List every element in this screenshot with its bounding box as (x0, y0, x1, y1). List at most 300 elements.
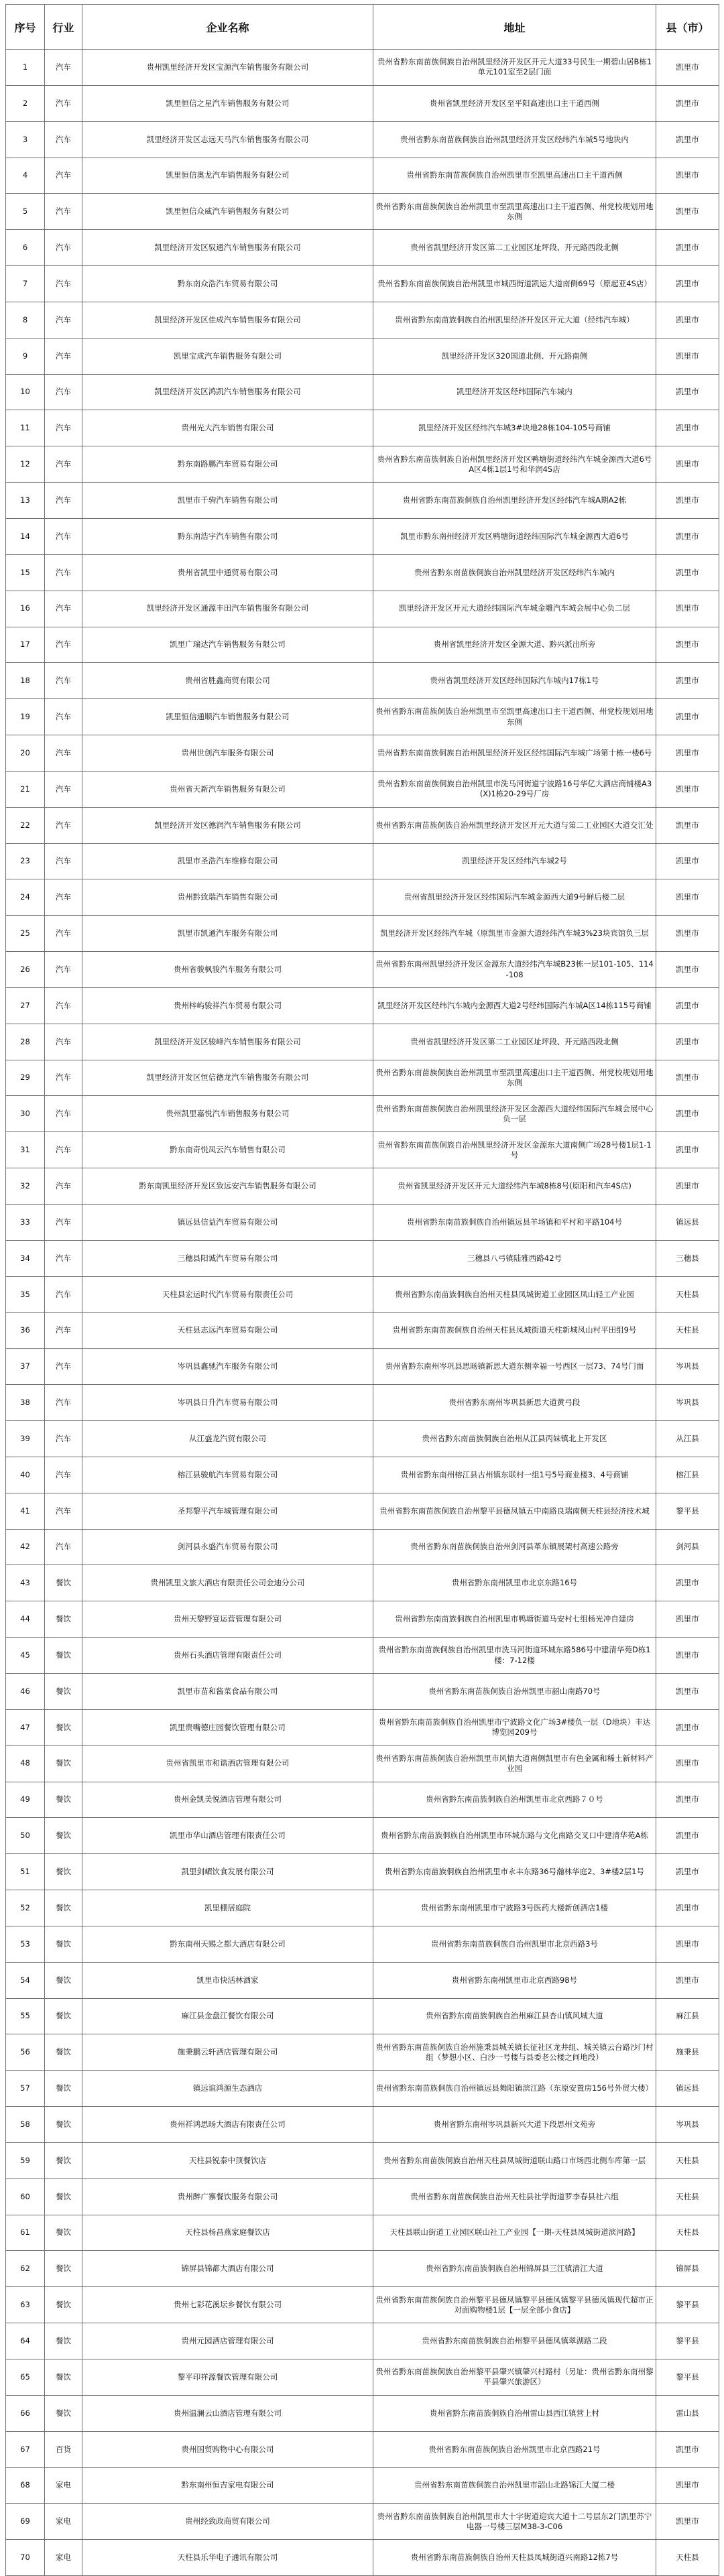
cell-county: 凯里市 (656, 843, 719, 879)
cell-address: 贵州省黔东南苗族侗族自治州天柱县凤城街道天柱新城凤山村平田组9号 (373, 1312, 656, 1349)
cell-index: 32 (6, 1168, 45, 1205)
cell-index: 50 (6, 1818, 45, 1854)
cell-index: 55 (6, 1998, 45, 2034)
cell-index: 70 (6, 2540, 45, 2576)
cell-address: 贵州省黔东南苗族侗族自治州剑河县革东镇展架村高速公路旁 (373, 1529, 656, 1565)
cell-company-name: 麻江县金盘江餐饮有限公司 (82, 1998, 373, 2034)
cell-address: 贵州省黔东南州榕江县古州镇东联村一组1号5号商业楼3、4号商铺 (373, 1457, 656, 1493)
cell-county: 黎平县 (656, 1493, 719, 1529)
cell-index: 13 (6, 483, 45, 519)
cell-address: 贵州省黔东南苗族侗族自治州凯里经济开发区经纬国际汽车城广场第十栋一楼6号 (373, 735, 656, 772)
cell-industry: 汽车 (45, 158, 82, 194)
cell-address: 贵州省黔东南苗族侗族自治州天柱县凤城街道兴南路12栋7号 (373, 2540, 656, 2576)
cell-company-name: 凯里贵嘴德庄园餐饮管理有限公司 (82, 1709, 373, 1745)
cell-address: 贵州省黔东南州岑巩县思旸镇新思大道东侧幸福一号西区一层73、74号门面 (373, 1349, 656, 1385)
cell-index: 64 (6, 2323, 45, 2359)
cell-industry: 汽车 (45, 1060, 82, 1096)
table-row (6, 1998, 719, 2034)
cell-county: 岑巩县 (656, 1385, 719, 1421)
table-row (6, 1638, 719, 1674)
table-row (6, 807, 719, 843)
cell-address: 贵州省黔东南苗族侗族自治州施秉县城关镇长征社区龙井组、城关镇云台路沙门村组（梦想小区、白沙一号楼与县委老公楼之间地段） (373, 2034, 656, 2071)
cell-industry: 餐饮 (45, 2071, 82, 2107)
cell-address: 贵州省凯里经济开发区经纬国际汽车城内17栋1号 (373, 663, 656, 699)
cell-address: 凯里经济开发区经纬汽车城3#块地28栋104-105号商铺 (373, 410, 656, 446)
cell-address: 贵州省黔东南苗族侗族自治州凯里市洗马河街道宁波路16号华亿大酒店商铺楼A3(X)1栋20-29号厂房 (373, 771, 656, 807)
cell-company-name: 凯里市快活林酒家 (82, 1962, 373, 1998)
cell-county: 凯里市 (656, 1132, 719, 1168)
cell-company-name: 黔东南凯里经济开发区致远安汽车销售服务有限公司 (82, 1168, 373, 1205)
cell-address: 贵州省黔东南苗族侗族自治州凯里经济开发区开元大道33号民生一期碧山居B栋1单元101室至2层门面 (373, 50, 656, 86)
cell-industry: 餐饮 (45, 1673, 82, 1709)
cell-index: 46 (6, 1673, 45, 1709)
cell-index: 10 (6, 374, 45, 410)
table-row (6, 1529, 719, 1565)
cell-index: 11 (6, 410, 45, 446)
cell-industry: 汽车 (45, 1312, 82, 1349)
cell-industry: 汽车 (45, 771, 82, 807)
cell-address: 贵州省黔东南苗族侗族自治州凯里市环城东路与文化南路交叉口中建清华苑A栋 (373, 1818, 656, 1854)
table-row (6, 194, 719, 230)
cell-company-name: 贵州世创汽车服务有限公司 (82, 735, 373, 772)
cell-county: 凯里市 (656, 591, 719, 627)
cell-county: 凯里市 (656, 338, 719, 374)
cell-address: 贵州省黔东南苗族侗族自治州凯里市北京西路７０号 (373, 1782, 656, 1818)
cell-company-name: 天柱县杨昌燕家庭餐饮店 (82, 2215, 373, 2251)
cell-address: 贵州省凯里经济开发区第二工业园区址坪段、开元路西段北侧 (373, 230, 656, 266)
cell-index: 54 (6, 1962, 45, 1998)
cell-county: 从江县 (656, 1421, 719, 1457)
cell-county: 榕江县 (656, 1457, 719, 1493)
cell-company-name: 凯里经济开发区通源丰田汽车销售服务有限公司 (82, 591, 373, 627)
cell-county: 凯里市 (656, 1024, 719, 1060)
table-row (6, 1205, 719, 1241)
cell-company-name: 凯里恒信奥龙汽车销售服务有限公司 (82, 158, 373, 194)
cell-address: 贵州省黔东南苗族侗族自治州凯里市永丰东路36号瀚林华庭2、3#楼2层1号 (373, 1854, 656, 1890)
cell-county: 施秉县 (656, 2034, 719, 2071)
table-row (6, 2215, 719, 2251)
cell-company-name: 凯里市苗和酱菜食品有限公司 (82, 1673, 373, 1709)
cell-index: 7 (6, 266, 45, 302)
cell-index: 45 (6, 1638, 45, 1674)
table-row (6, 85, 719, 121)
cell-county: 凯里市 (656, 807, 719, 843)
table-row (6, 1457, 719, 1493)
table-body (6, 50, 719, 2576)
cell-index: 24 (6, 879, 45, 916)
table-row (6, 2540, 719, 2576)
cell-industry: 汽车 (45, 554, 82, 591)
cell-company-name: 岑巩县鑫驰汽车服务有限公司 (82, 1349, 373, 1385)
cell-county: 雷山县 (656, 2395, 719, 2431)
cell-county: 凯里市 (656, 1709, 719, 1745)
cell-county: 凯里市 (656, 699, 719, 735)
cell-county: 天柱县 (656, 2215, 719, 2251)
table-row (6, 518, 719, 554)
cell-address: 凯里经济开发区经纬国际汽车城内 (373, 374, 656, 410)
cell-county: 凯里市 (656, 879, 719, 916)
table-row (6, 1276, 719, 1312)
cell-address: 贵州省黔东南苗族侗族自治州从江县丙妹镇北上开发区 (373, 1421, 656, 1457)
cell-company-name: 天柱县乐华电子通讯有限公司 (82, 2540, 373, 2576)
cell-company-name: 锦屏县锦都大酒店有限公司 (82, 2251, 373, 2287)
cell-industry: 汽车 (45, 1385, 82, 1421)
cell-address: 天柱县联山街道工业园区联山社工产业园【一期-天柱县凤城街道滨河路】 (373, 2215, 656, 2251)
cell-industry: 汽车 (45, 1240, 82, 1276)
cell-address: 贵州省黔东南苗族侗族自治州凯里经济开发区经纬汽车城5号地块内 (373, 121, 656, 158)
cell-address: 贵州省黔东南苗族侗族自治州凯里经济开发区经纬汽车城A期A2栋 (373, 483, 656, 519)
cell-industry: 汽车 (45, 1168, 82, 1205)
cell-index: 63 (6, 2287, 45, 2323)
cell-company-name: 黔东南路鹏汽车贸易有限公司 (82, 446, 373, 483)
enterprise-table (5, 4, 719, 2576)
cell-industry: 餐饮 (45, 1745, 82, 1782)
cell-index: 20 (6, 735, 45, 772)
cell-industry: 汽车 (45, 483, 82, 519)
table-row (6, 1421, 719, 1457)
cell-index: 4 (6, 158, 45, 194)
header-company-name: 企业名称 (82, 5, 373, 50)
cell-address: 贵州省黔东南苗族侗族自治州凯里市鸭塘街道马安村七组杨光冲自建房 (373, 1601, 656, 1638)
cell-county: 凯里市 (656, 1926, 719, 1962)
cell-address: 凯里经济开发区经纬汽车城（原凯里市金源大道经纬汽车城3%23块宾馆负三层 (373, 916, 656, 952)
cell-company-name: 凯里恒信通顺汽车销售服务有限公司 (82, 699, 373, 735)
cell-index: 22 (6, 807, 45, 843)
cell-address: 凯里市黔东南州经济开发区鸭塘街道经纬国际汽车城金源西大道6号 (373, 518, 656, 554)
cell-county: 凯里市 (656, 987, 719, 1024)
table-row (6, 591, 719, 627)
cell-index: 51 (6, 1854, 45, 1890)
cell-address: 贵州省凯里经济开发区至平阳高速出口主干道西侧 (373, 85, 656, 121)
cell-address: 贵州省黔东南苗族侗族自治州黎平县德凤镇五中南路良瑞南侧天柱县经济技术城 (373, 1493, 656, 1529)
table-row (6, 2034, 719, 2071)
table-row (6, 1709, 719, 1745)
cell-address: 贵州省黔东南苗族侗族自治州天柱县凤城街道工业园区凤山轻工产业园 (373, 1276, 656, 1312)
cell-index: 16 (6, 591, 45, 627)
table-row (6, 952, 719, 988)
cell-county: 镇远县 (656, 1205, 719, 1241)
cell-industry: 餐饮 (45, 2179, 82, 2215)
cell-county: 麻江县 (656, 1998, 719, 2034)
cell-county: 天柱县 (656, 2142, 719, 2179)
cell-county: 凯里市 (656, 663, 719, 699)
cell-company-name: 贵州醉广寨餐饮服务有限公司 (82, 2179, 373, 2215)
cell-industry: 汽车 (45, 1096, 82, 1132)
cell-company-name: 贵州国贸购物中心有限公司 (82, 2431, 373, 2467)
cell-index: 33 (6, 1205, 45, 1241)
cell-industry: 汽车 (45, 121, 82, 158)
table-row (6, 1385, 719, 1421)
cell-industry: 餐饮 (45, 2395, 82, 2431)
cell-county: 凯里市 (656, 1962, 719, 1998)
table-row (6, 2395, 719, 2431)
cell-index: 60 (6, 2179, 45, 2215)
cell-address: 贵州省黔东南苗族侗族自治州凯里市至凯里高速出口主干道西侧、州党校规划用地东侧 (373, 1060, 656, 1096)
cell-address: 贵州省黔东南州岑巩县新兴大道下段思州文苑旁 (373, 2107, 656, 2143)
cell-company-name: 镇远谊鸿源生态酒店 (82, 2071, 373, 2107)
table-row (6, 1818, 719, 1854)
table-row (6, 230, 719, 266)
cell-index: 58 (6, 2107, 45, 2143)
table-row (6, 2071, 719, 2107)
cell-county: 凯里市 (656, 266, 719, 302)
cell-index: 2 (6, 85, 45, 121)
cell-industry: 餐饮 (45, 1962, 82, 1998)
cell-address: 贵州省黔东南苗族侗族自治州凯里经济开发区金源西大道经纬国际汽车城会展中心负一层 (373, 1096, 656, 1132)
cell-county: 凯里市 (656, 1782, 719, 1818)
header-index: 序号 (6, 5, 45, 50)
cell-industry: 餐饮 (45, 1709, 82, 1745)
cell-county: 凯里市 (656, 121, 719, 158)
cell-company-name: 贵州元园酒店管理有限公司 (82, 2323, 373, 2359)
cell-industry: 汽车 (45, 446, 82, 483)
cell-industry: 家电 (45, 2467, 82, 2504)
table-row (6, 1962, 719, 1998)
cell-county: 凯里市 (656, 1638, 719, 1674)
cell-index: 35 (6, 1276, 45, 1312)
cell-address: 贵州省黔东南苗族侗族自治州天柱县社学街道罗李春县社六组 (373, 2179, 656, 2215)
cell-company-name: 贵州经致政商贸有限公司 (82, 2504, 373, 2540)
cell-index: 31 (6, 1132, 45, 1168)
cell-county: 凯里市 (656, 158, 719, 194)
cell-company-name: 凯里广瑞达汽车销售服务有限公司 (82, 627, 373, 663)
table-row (6, 1601, 719, 1638)
cell-industry: 汽车 (45, 338, 82, 374)
cell-company-name: 凯里经济开发区鸿凯汽车销售服务有限公司 (82, 374, 373, 410)
cell-industry: 餐饮 (45, 1890, 82, 1926)
cell-company-name: 凯里经济开发区德润汽车销售服务有限公司 (82, 807, 373, 843)
cell-industry: 汽车 (45, 952, 82, 988)
cell-company-name: 三穗县阳诚汽车贸易有限公司 (82, 1240, 373, 1276)
cell-county: 凯里市 (656, 735, 719, 772)
cell-company-name: 贵州凯里嘉悦汽车销售服务有限公司 (82, 1096, 373, 1132)
cell-industry: 汽车 (45, 374, 82, 410)
table-row (6, 771, 719, 807)
cell-index: 23 (6, 843, 45, 879)
cell-index: 61 (6, 2215, 45, 2251)
cell-company-name: 圣邦黎平汽车城管理有限公司 (82, 1493, 373, 1529)
cell-industry: 汽车 (45, 518, 82, 554)
cell-county: 凯里市 (656, 1096, 719, 1132)
cell-county: 凯里市 (656, 1818, 719, 1854)
cell-address: 贵州省黔东南州凯里市北京西路98号 (373, 1962, 656, 1998)
table-row (6, 2287, 719, 2323)
cell-index: 69 (6, 2504, 45, 2540)
cell-county: 黎平县 (656, 2287, 719, 2323)
cell-index: 40 (6, 1457, 45, 1493)
cell-address: 贵州省黔东南苗族侗族自治州凯里市韶山北路锦江大厦二楼 (373, 2467, 656, 2504)
cell-address: 凯里经济开发区经纬汽车城2号 (373, 843, 656, 879)
cell-company-name: 岑巩县日升汽车贸易有限公司 (82, 1385, 373, 1421)
cell-industry: 餐饮 (45, 2323, 82, 2359)
cell-county: 凯里市 (656, 771, 719, 807)
cell-address: 贵州省黔东南州凯里市宁波路3号医药大楼新创酒店1楼 (373, 1890, 656, 1926)
cell-county: 凯里市 (656, 952, 719, 988)
cell-company-name: 贵州石头酒店管理有限责任公司 (82, 1638, 373, 1674)
cell-company-name: 贵州天黎野宴运营管理有限公司 (82, 1601, 373, 1638)
table-row (6, 338, 719, 374)
cell-company-name: 凯里恒信之星汽车销售服务有限公司 (82, 85, 373, 121)
cell-index: 17 (6, 627, 45, 663)
cell-index: 62 (6, 2251, 45, 2287)
cell-address: 贵州省黔东南苗族侗族自治州凯里经济开发区开元大道（经纬汽车城） (373, 302, 656, 338)
table-row (6, 1240, 719, 1276)
table-row (6, 987, 719, 1024)
table-row (6, 1168, 719, 1205)
table-row (6, 2142, 719, 2179)
cell-industry: 家电 (45, 2540, 82, 2576)
cell-address: 贵州省黔东南苗族侗族自治州黎平县肇兴镇肇兴村路村（另址：贵州省黔东南州黎平县肇兴旅游区） (373, 2359, 656, 2396)
cell-company-name: 贵州省凯里中通贸易有限公司 (82, 554, 373, 591)
table-row (6, 1349, 719, 1385)
table-row (6, 302, 719, 338)
cell-county: 凯里市 (656, 554, 719, 591)
cell-address: 贵州省黔东南苗族侗族自治州凯里市至凯里高速出口主干道西侧、州党校规划用地东侧 (373, 194, 656, 230)
cell-industry: 餐饮 (45, 1926, 82, 1962)
cell-company-name: 天柱县锐泰中顶餐饮店 (82, 2142, 373, 2179)
cell-company-name: 黔东南众浩汽车贸易有限公司 (82, 266, 373, 302)
cell-index: 3 (6, 121, 45, 158)
cell-industry: 汽车 (45, 916, 82, 952)
cell-county: 岑巩县 (656, 1349, 719, 1385)
table-row (6, 1096, 719, 1132)
cell-address: 贵州省黔东南苗族侗族自治州天柱县凤城街道联山路口市场西北侧车库第一层 (373, 2142, 656, 2179)
cell-address: 贵州省凯里经济开发区第二工业园区址坪段、开元路西段北侧 (373, 1024, 656, 1060)
cell-county: 岑巩县 (656, 2107, 719, 2143)
cell-county: 凯里市 (656, 2467, 719, 2504)
table-row (6, 1926, 719, 1962)
cell-county: 凯里市 (656, 1601, 719, 1638)
cell-address: 贵州省黔东南苗族侗族自治州凯里市北京西路21号 (373, 2431, 656, 2467)
cell-company-name: 天柱县志远汽车贸易有限公司 (82, 1312, 373, 1349)
cell-industry: 汽车 (45, 1421, 82, 1457)
cell-company-name: 贵州光大汽车销售有限公司 (82, 410, 373, 446)
cell-index: 18 (6, 663, 45, 699)
cell-county: 天柱县 (656, 2179, 719, 2215)
cell-address: 三穗县八弓镇陆雅西路42号 (373, 1240, 656, 1276)
cell-index: 19 (6, 699, 45, 735)
cell-index: 14 (6, 518, 45, 554)
cell-address: 贵州省黔东南苗族侗族自治州凯里市洗马河街道环城东路586号中建清华苑D栋1楼：7-12楼 (373, 1638, 656, 1674)
cell-industry: 餐饮 (45, 1854, 82, 1890)
cell-company-name: 天柱县宏运时代汽车贸易有限责任公司 (82, 1276, 373, 1312)
table-row (6, 2504, 719, 2540)
cell-county: 天柱县 (656, 1276, 719, 1312)
cell-index: 67 (6, 2431, 45, 2467)
cell-address: 贵州省黔东南苗族侗族自治州凯里市至凯里高速出口主干道西侧、州党校规划用地东侧 (373, 699, 656, 735)
cell-county: 镇远县 (656, 2071, 719, 2107)
table-row (6, 663, 719, 699)
cell-industry: 餐饮 (45, 2251, 82, 2287)
cell-index: 39 (6, 1421, 45, 1457)
table-row (6, 483, 719, 519)
cell-company-name: 凯里恒信众威汽车销售服务有限公司 (82, 194, 373, 230)
cell-county: 黎平县 (656, 2359, 719, 2396)
cell-address: 贵州省黔东南苗族侗族自治州凯里市大十字街道迎宾大道十二号层东2门凯里苏宁电器一号楼三层M38-3-C06 (373, 2504, 656, 2540)
table-row (6, 2251, 719, 2287)
cell-index: 49 (6, 1782, 45, 1818)
cell-index: 41 (6, 1493, 45, 1529)
cell-company-name: 贵州七彩花溪坛乡餐饮有限公司 (82, 2287, 373, 2323)
table-row (6, 410, 719, 446)
table-row (6, 843, 719, 879)
cell-company-name: 贵州凯里经济开发区宝源汽车销售服务有限公司 (82, 50, 373, 86)
cell-index: 57 (6, 2071, 45, 2107)
cell-index: 27 (6, 987, 45, 1024)
cell-address: 贵州省凯里经济开发区经纬国际汽车城金源西大道9号鲜后楼二层 (373, 879, 656, 916)
table-row (6, 50, 719, 86)
cell-industry: 汽车 (45, 50, 82, 86)
cell-industry: 汽车 (45, 627, 82, 663)
cell-company-name: 从江盛龙汽贸有限公司 (82, 1421, 373, 1457)
cell-county: 锦屏县 (656, 2251, 719, 2287)
cell-index: 26 (6, 952, 45, 988)
cell-county: 凯里市 (656, 1854, 719, 1890)
cell-index: 38 (6, 1385, 45, 1421)
cell-company-name: 贵州梓屿骏祥汽车贸易有限公司 (82, 987, 373, 1024)
cell-address: 贵州省黔东南苗族侗族自治州凯里市城西街道凯运大道南侧69号（原起亚4S店） (373, 266, 656, 302)
cell-company-name: 凯里市圣浩汽车维修有限公司 (82, 843, 373, 879)
cell-industry: 汽车 (45, 266, 82, 302)
cell-industry: 餐饮 (45, 2215, 82, 2251)
table-row (6, 699, 719, 735)
cell-index: 42 (6, 1529, 45, 1565)
cell-county: 三穗县 (656, 1240, 719, 1276)
table-row (6, 1673, 719, 1709)
cell-county: 凯里市 (656, 483, 719, 519)
cell-industry: 餐饮 (45, 1818, 82, 1854)
cell-index: 56 (6, 2034, 45, 2071)
cell-address: 凯里经济开发区320国道北侧、开元路南侧 (373, 338, 656, 374)
cell-company-name: 凯里经济开发区志远天马汽车销售服务有限公司 (82, 121, 373, 158)
cell-county: 凯里市 (656, 627, 719, 663)
cell-industry: 汽车 (45, 194, 82, 230)
cell-index: 6 (6, 230, 45, 266)
cell-index: 29 (6, 1060, 45, 1096)
table-row (6, 1745, 719, 1782)
cell-address: 贵州省黔东南苗族侗族自治州凯里市韶山南路70号 (373, 1673, 656, 1709)
cell-county: 黎平县 (656, 2323, 719, 2359)
table-row (6, 2179, 719, 2215)
cell-county: 凯里市 (656, 410, 719, 446)
table-row (6, 627, 719, 663)
cell-industry: 餐饮 (45, 2287, 82, 2323)
cell-industry: 汽车 (45, 987, 82, 1024)
cell-county: 凯里市 (656, 446, 719, 483)
cell-address: 贵州省黔东南苗族侗族自治州凯里经济开发区鸭塘街道经纬汽车城金源西大道6号A区4栋1层1号和华润4S店 (373, 446, 656, 483)
cell-county: 凯里市 (656, 2504, 719, 2540)
cell-industry: 汽车 (45, 879, 82, 916)
cell-index: 53 (6, 1926, 45, 1962)
cell-company-name: 镇远县信益汽车贸易有限公司 (82, 1205, 373, 1241)
cell-index: 37 (6, 1349, 45, 1385)
cell-county: 凯里市 (656, 1565, 719, 1601)
cell-industry: 汽车 (45, 1132, 82, 1168)
cell-county: 剑河县 (656, 1529, 719, 1565)
cell-company-name: 凯里剑嵋饮食发展有限公司 (82, 1854, 373, 1890)
cell-index: 1 (6, 50, 45, 86)
table-row (6, 121, 719, 158)
cell-county: 凯里市 (656, 85, 719, 121)
cell-company-name: 贵州省胜鑫商贸有限公司 (82, 663, 373, 699)
cell-index: 48 (6, 1745, 45, 1782)
cell-index: 52 (6, 1890, 45, 1926)
cell-industry: 汽车 (45, 1024, 82, 1060)
table-row (6, 158, 719, 194)
cell-company-name: 贵州祥鸿思旸大酒店有限责任公司 (82, 2107, 373, 2143)
cell-address: 贵州省黔东南苗族侗族自治州凯里市风情大道南侧凯里市有色金属和稀土新材料产业园 (373, 1745, 656, 1782)
table-row (6, 554, 719, 591)
